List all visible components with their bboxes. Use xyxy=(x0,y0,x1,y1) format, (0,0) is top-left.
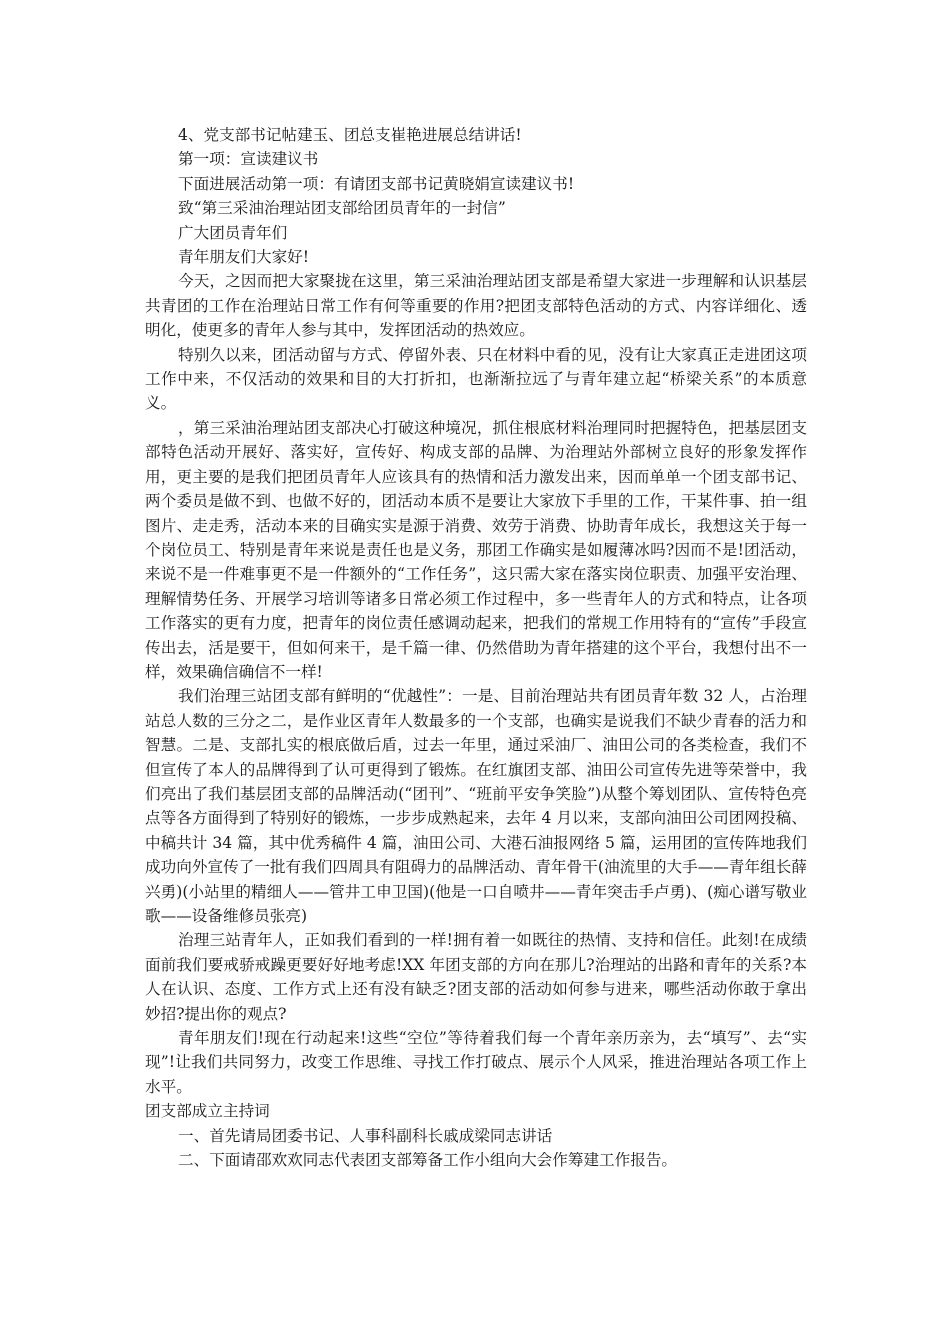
section-heading-first-item: 第一项：宣读建议书 xyxy=(178,150,319,169)
body-paragraph-4: 我们治理三站团支部有鲜明的“优越性”：一是、目前治理站共有团员青年数 32 人，占治理站总人数的三分之二，是作业区青年人数最多的一个支部，也确实是说我们不缺少青春的活力和智慧。二是、支部扎实的根底做后盾，过去一年里，通过采油厂、油田公司的各类检查，我们不但宣传了本人的品牌得到了认可更得到了锻炼。在红旗团支部、油田公司宣传先进等荣誉中，我们亮出了我们基层团支部的品牌活动(“团刊”、“班前平安争笑脸”)从整个筹划团队、宣传特色亮点等各方面得到了特别好的锻炼，一步步成熟起来，去年 4 月以来，支部向油田公司团网投稿、中稿共计 34 篇，其中优秀稿件 4 篇，油田公司、大港石油报网络 5 篇，运用团的宣传阵地我们成功向外宣传了一批有我们四周具有阻碍力的品牌活动、青年骨干(油流里的大手——青年组长薛兴勇)(小站里的精细人——管井工申卫国)(他是一口自喷井——青年突击手卢勇)、(痴心谱写敬业歌——设备维修员张亮) xyxy=(145,687,807,925)
document-body xyxy=(145,123,807,1172)
body-paragraph-3: ，第三采油治理站团支部决心打破这种境况，抓住根底材料治理同时把握特色，把基层团支部特色活动开展好、落实好，宣传好、构成支部的品牌、为治理站外部树立良好的形象发挥作用，更主要的是我们把团员青年人应该具有的热情和活力激发出来，因而单单一个团支部书记、两个委员是做不到、也做不好的，团活动本质不是要让大家放下手里的工作，干某件事、拍一组图片、走走秀，活动本来的目确实实是源于消费、效劳于消费、协助青年成长，我想这关于每一个岗位员工、特别是青年来说是责任也是义务，那团工作确实是如履薄冰吗?因而不是!团活动，来说不是一件难事更不是一件额外的“工作任务”，这只需大家在落实岗位职责、加强平安治理、理解情势任务、开展学习培训等诸多日常必须工作过程中，多一些青年人的方式和特点，让各项工作落实的更有力度，把青年的岗位责任感调动起来，把我们的常规工作用特有的“宣传”手段宣传出去，活是要干，但如何来干，是千篇一律、仍然借助为青年搭建的这个平台，我想付出不一样，效果确信确信不一样! xyxy=(145,418,807,681)
body-paragraph-1: 今天，之因而把大家聚拢在这里，第三采油治理站团支部是希望大家进一步理解和认识基层共青团的工作在治理站日常工作有何等重要的作用?把团支部特色活动的方式、内容详细化、透明化，使更多的青年人参与其中，发挥团活动的热效应。 xyxy=(145,272,807,340)
agenda-item-first: 一、首先请局团委书记、人事科副科长戚成梁同志讲话 xyxy=(178,1126,553,1145)
announcement-line: 下面进展活动第一项：有请团支部书记黄晓娟宣读建议书! xyxy=(178,174,575,193)
agenda-item-4: 4、党支部书记帖建玉、团总支崔艳进展总结讲话! xyxy=(178,126,522,144)
letter-greeting: 青年朋友们大家好! xyxy=(178,248,310,267)
body-paragraph-5: 治理三站青年人，正如我们看到的一样!拥有着一如既往的热情、支持和信任。此刻!在成绩面前我们要戒骄戒躁更要好好地考虑!XX 年团支部的方向在那儿?治理站的出路和青年的关系?本人在认识、态度、工作方式上还有没有缺乏?团支部的活动如何参与进来，哪些活动你敢于拿出妙招?提出你的观点? xyxy=(145,931,807,1023)
agenda-item-second: 二、下面请邵欢欢同志代表团支部筹备工作小组向大会作筹建工作报告。 xyxy=(178,1151,678,1170)
letter-salutation: 广大团员青年们 xyxy=(178,223,288,242)
body-paragraph-6: 青年朋友们!现在行动起来!这些“空位”等待着我们每一个青年亲历亲为，去“填写”、去“实现”!让我们共同努力，改变工作思维、寻找工作打破点、展示个人风采，推进治理站各项工作上水平。 xyxy=(145,1029,807,1096)
section-heading: 团支部成立主持词 xyxy=(145,1102,270,1121)
letter-title: 致“第三采油治理站团支部给团员青年的一封信” xyxy=(178,199,506,218)
body-paragraph-2: 特别久以来，团活动留与方式、停留外表、只在材料中看的见，没有让大家真正走进团这项工作中来，不仅活动的效果和目的大打折扣，也渐渐拉远了与青年建立起“桥梁关系”的本质意义。 xyxy=(145,345,807,413)
